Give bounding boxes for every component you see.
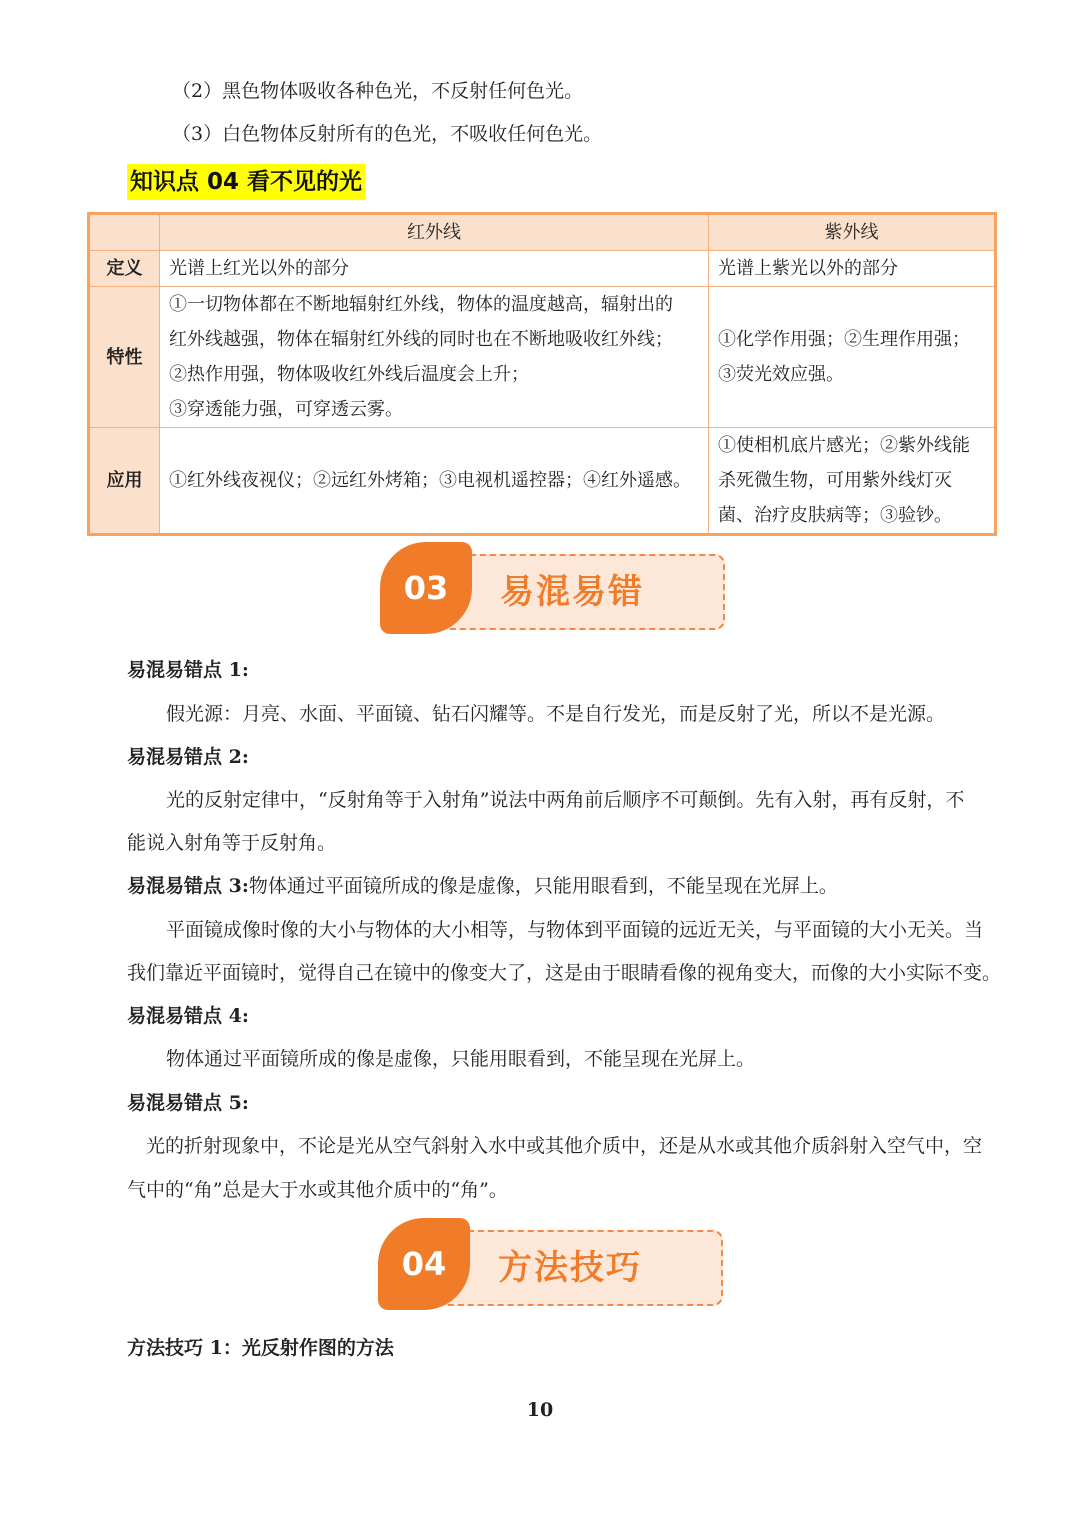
knowledge-title: 知识点 04 看不见的光 [127,164,365,200]
ultraviolet-applications-line: 菌、治疗皮肤病等；③验钞。 [718,505,952,526]
ultraviolet-applications-line: 杀死微生物，可用紫外线灯灭 [718,470,952,491]
infrared-applications-line: ①红外线夜视仪；②远红外烤箱；③电视机遥控器；④红外遥感。 [169,470,691,491]
table-header-ultraviolet: 紫外线 [709,214,996,251]
ultraviolet-definition [709,251,996,287]
infrared-definition-line: 光谱上红光以外的部分 [169,258,349,279]
row-head-properties: 特性 [89,287,160,428]
table-header-corner [89,214,160,251]
row-head-definition: 定义 [89,251,160,287]
section-label: 易混易错 [500,572,644,612]
infrared-properties-line: ③穿透能力强，可穿透云雾。 [169,399,403,420]
infrared-definition [160,251,709,287]
infrared-properties [160,287,709,428]
mistake-3-title: 易混易错点 3: [127,875,249,897]
ultraviolet-properties-line: ①化学作用强；②生理作用强； [718,329,970,350]
mistake-3-heading [127,871,838,898]
ultraviolet-applications [709,428,996,535]
section-number: 03 [380,542,472,634]
infrared-properties-line: ②热作用强，物体吸收红外线后温度会上升； [169,364,529,385]
ultraviolet-definition-line: 光谱上紫光以外的部分 [718,258,898,279]
mistake-4-title: 易混易错点 4: [127,1005,249,1027]
mistake-2-title: 易混易错点 2: [127,746,249,768]
mistake-1-text: 假光源：月亮、水面、平面镜、钻石闪耀等。不是自行发光，而是反射了光，所以不是光源。 [166,703,946,725]
section-banner-04 [378,1218,728,1310]
page-number: 10 [526,1399,554,1421]
mistake-5-text: 气中的“角”总是大于水或其他介质中的“角”。 [127,1179,508,1201]
ultraviolet-applications-line: ①使相机底片感光；②紫外线能 [718,435,970,456]
table-row-applications [89,428,996,535]
invisible-light-table [87,212,994,531]
row-head-applications: 应用 [89,428,160,535]
infrared-properties-line: ①一切物体都在不断地辐射红外线，物体的温度越高，辐射出的 [169,294,673,315]
table-row-definition [89,251,996,287]
method-1-title: 方法技巧 1：光反射作图的方法 [127,1337,394,1359]
ultraviolet-properties-line: ③荧光效应强。 [718,364,844,385]
mistake-4-text: 物体通过平面镜所成的像是虚像，只能用眼看到，不能呈现在光屏上。 [166,1048,756,1070]
mistake-5-text: 光的折射现象中，不论是光从空气斜射入水中或其他介质中，还是从水或其他介质斜射入空气中，空 [146,1135,983,1157]
infrared-properties-line: 红外线越强，物体在辐射红外线的同时也在不断地吸收红外线； [169,329,673,350]
mistake-3-text: 我们靠近平面镜时，觉得自己在镜中的像变大了，这是由于眼睛看像的视角变大，而像的大小实际不变。 [127,962,1002,984]
mistake-2-text: 光的反射定律中，“反射角等于入射角”说法中两角前后顺序不可颠倒。先有入射，再有反射，不 [166,789,965,811]
section-banner-03 [380,542,730,634]
section-number: 04 [378,1218,470,1310]
mistake-3-inline: 物体通过平面镜所成的像是虚像，只能用眼看到，不能呈现在光屏上。 [248,875,838,897]
mistake-1-title: 易混易错点 1: [127,659,249,681]
table-row-properties [89,287,996,428]
table-header-row [89,214,996,251]
ultraviolet-properties [709,287,996,428]
intro-line-2: （2）黑色物体吸收各种色光，不反射任何色光。 [172,80,584,102]
section-label: 方法技巧 [498,1248,642,1288]
table-header-infrared: 红外线 [160,214,709,251]
infrared-applications [160,428,709,535]
mistake-3-text: 平面镜成像时像的大小与物体的大小相等，与物体到平面镜的远近无关，与平面镜的大小无关。当 [166,919,984,941]
mistake-5-title: 易混易错点 5: [127,1092,249,1114]
mistake-2-text: 能说入射角等于反射角。 [127,832,337,854]
intro-line-3: （3）白色物体反射所有的色光，不吸收任何色光。 [172,123,603,145]
